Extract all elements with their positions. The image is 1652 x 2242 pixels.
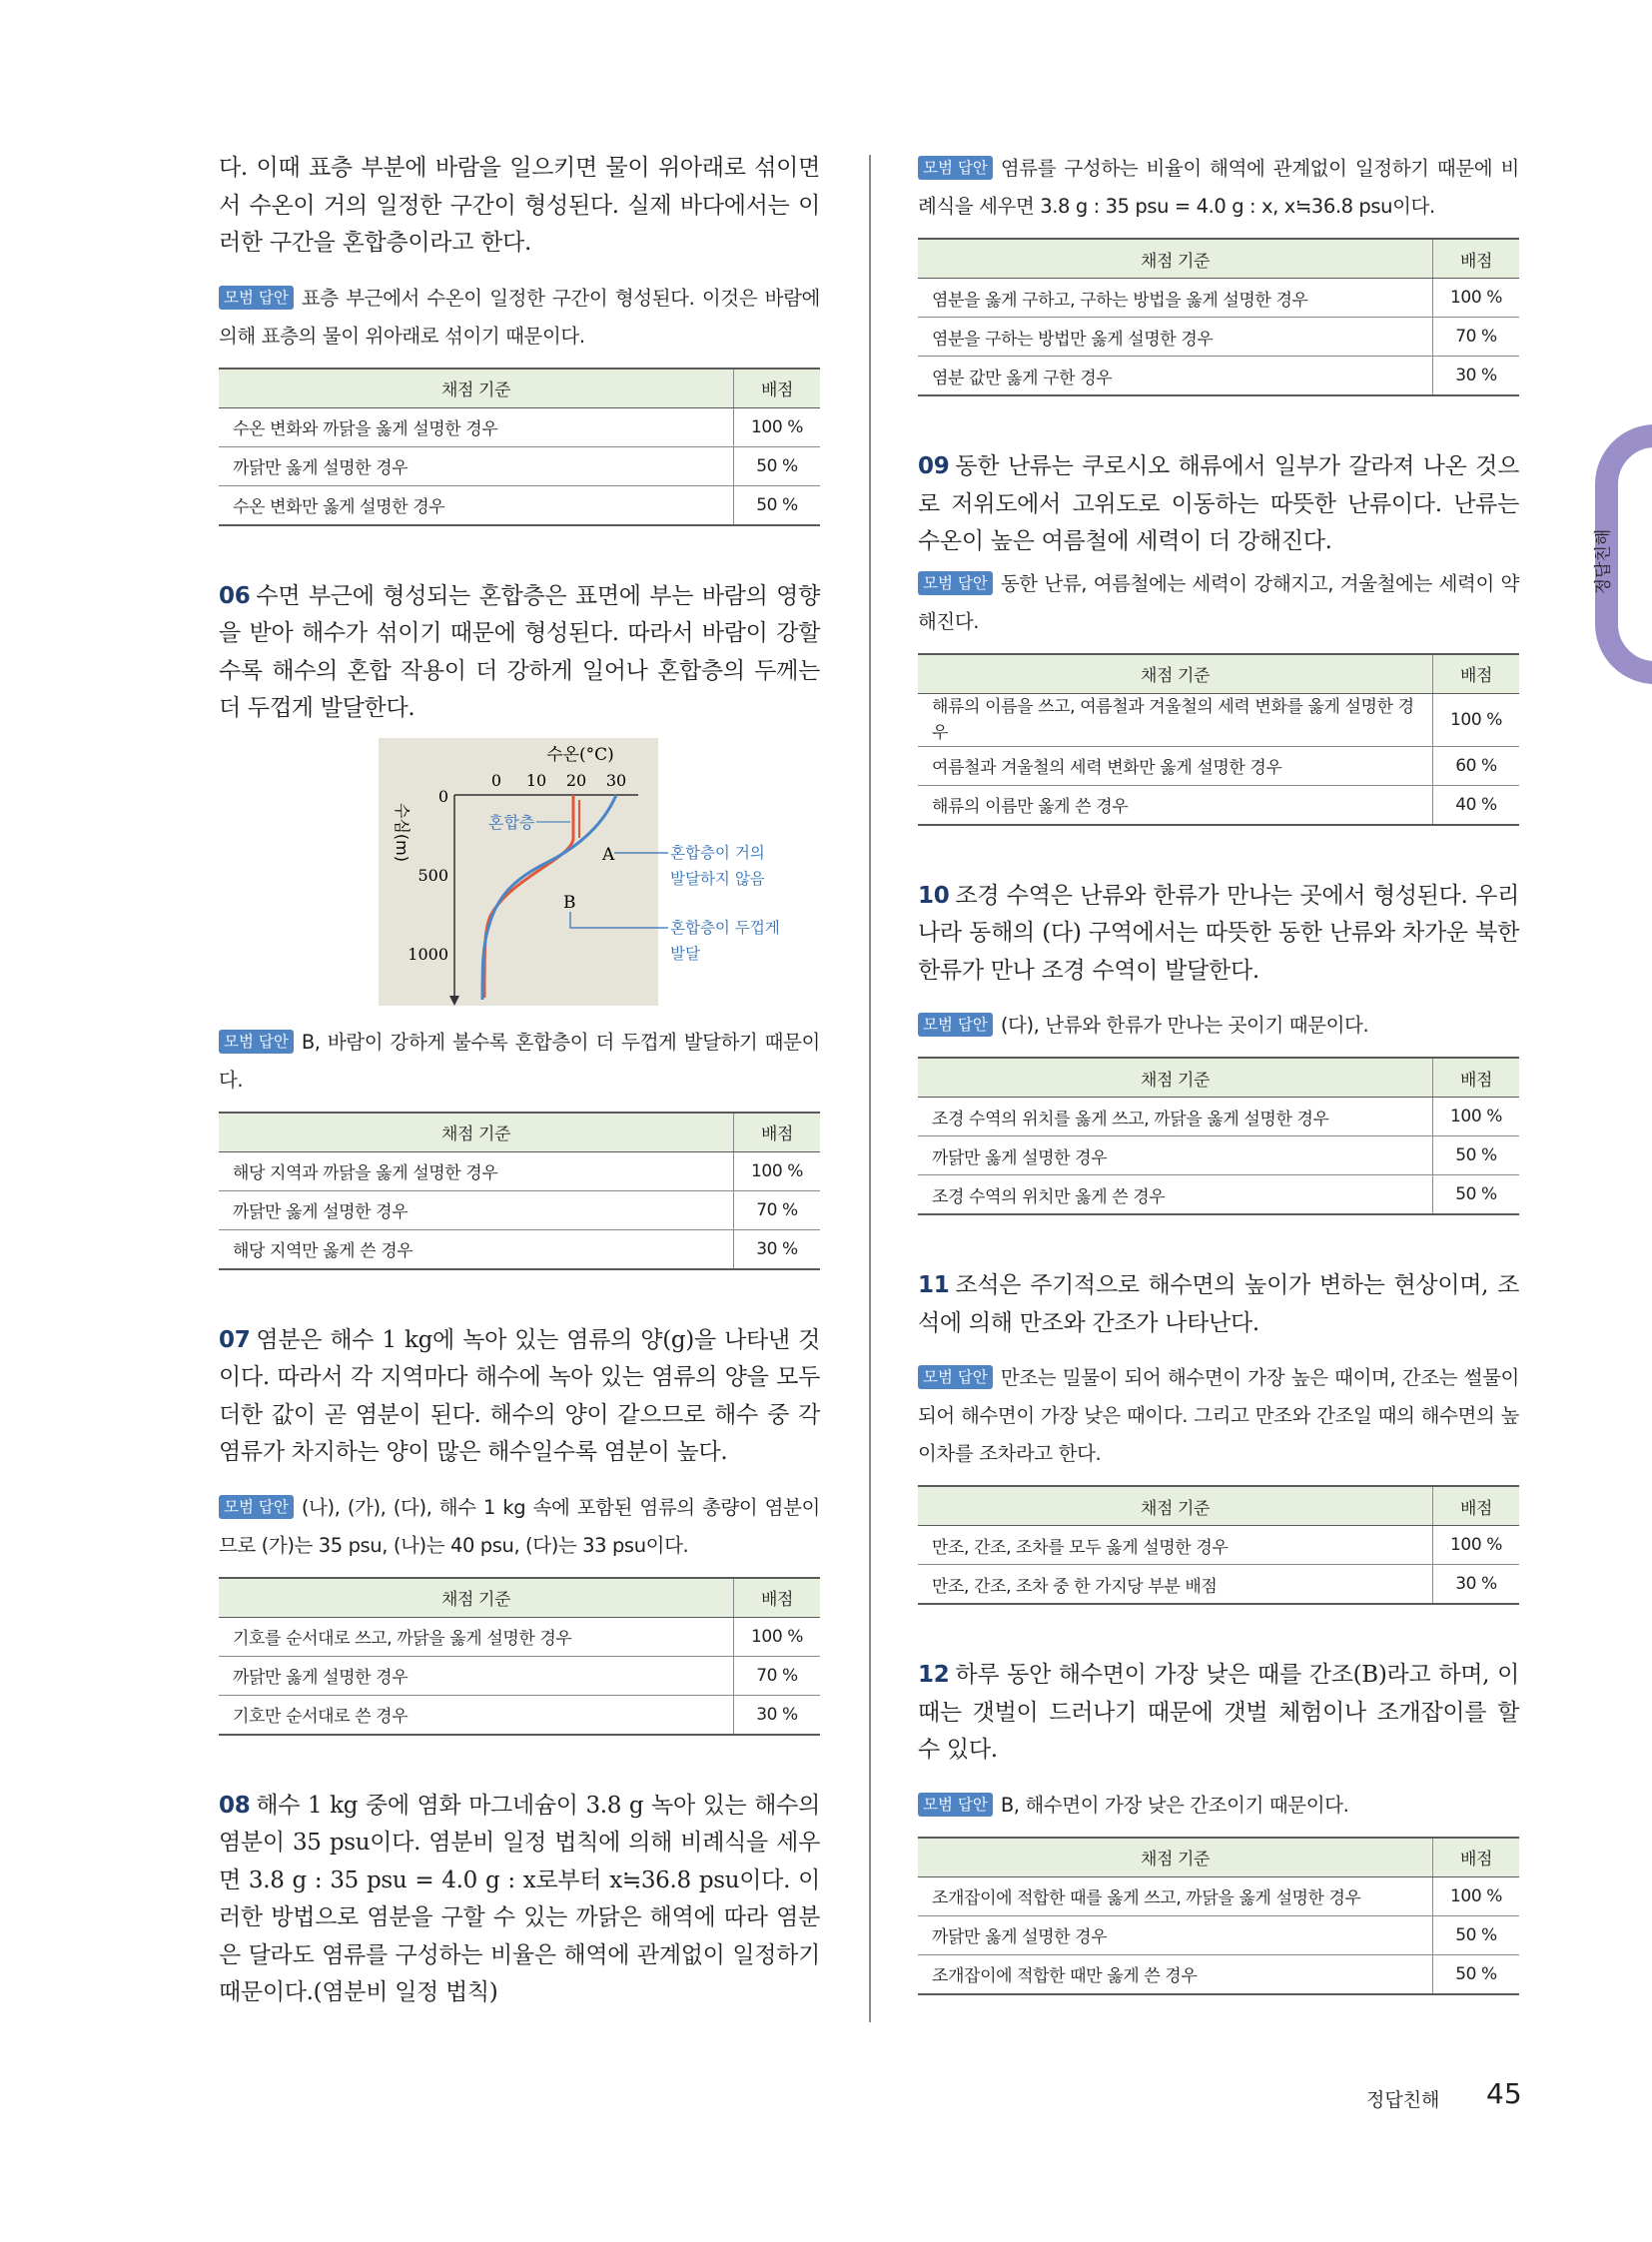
q06-scoring-table [219,1112,820,1270]
points-header: 배점 [1433,1058,1520,1098]
model-answer-badge: 모범 답안 [219,286,294,310]
table-row: 까닭만 옳게 설명한 경우 50 % [918,1915,1519,1954]
y-tick: 500 [417,865,448,885]
table-row: 수온 변화와 까닭을 옳게 설명한 경우 100 % [219,407,820,446]
model-answer-badge: 모범 답안 [918,1365,993,1389]
model-answer-badge: 모범 답안 [219,1495,294,1519]
column-divider [869,155,871,2022]
table-row: 만조, 간조, 조차를 모두 옳게 설명한 경우 100 % [918,1526,1519,1565]
q11-model-answer: 모범 답안 만조는 밀물이 되어 해수면이 가장 높은 때이며, 간조는 썰물이 되어 해수면이 가장 낮은 때이다. 그리고 만조와 간조일 때의 해수면의 높이차를 조차라고 한다. [918,1366,1519,1465]
q08-scoring-table [918,238,1519,396]
note-a-line2: 발달하지 않음 [670,869,765,888]
table-row: 해당 지역만 옳게 쓴 경우 30 % [219,1229,820,1269]
note-a-line1: 혼합층이 거의 [670,843,765,862]
label-a: A [602,844,615,865]
question-12: 12 하루 동안 해수면이 가장 낮은 때를 간조(B)라고 하며, 이때는 갯벌이 드러나기 때문에 갯벌 체험이나 조개잡이를 할 수 있다. [918,1662,1519,1763]
points-header: 배점 [734,369,821,408]
table-row: 까닭만 옳게 설명한 경우 50 % [918,1136,1519,1175]
x-tick: 10 [525,770,547,790]
q12-model-answer: 모범 답안 B, 해수면이 가장 낮은 간조이기 때문이다. [918,1787,1519,1825]
points-header: 배점 [734,1578,821,1618]
table-row: 염분 값만 옳게 구한 경우 30 % [918,357,1519,396]
question-09: 09 동한 난류는 쿠로시오 해류에서 일부가 갈라져 나온 것으로 저위도에서 고위도로 이동하는 따뜻한 난류이다. 난류는 수온이 높은 여름철에 세력이 더 강해진다. [918,453,1519,554]
table-row: 조개잡이에 적합한 때를 옳게 쓰고, 까닭을 옳게 설명한 경우 100 % [918,1876,1519,1915]
question-07: 07 염분은 해수 1 kg에 녹아 있는 염류의 양(g)을 나타낸 것이다. 따라서 각 지역마다 해수에 녹아 있는 염류의 양을 모두 더한 값이 곧 염분이 된다. 해수의 양이 같으므로 해수 중 각 염류가 차지하는 양이 많은 해수일수록 염분이 높다. [219,1326,820,1465]
right-column [918,150,1519,1995]
points-header: 배점 [1433,1838,1520,1877]
mixed-layer-figure [219,738,820,1018]
model-answer-badge: 모범 답안 [918,156,993,180]
table-row: 조경 수역의 위치만 옳게 쓴 경우 50 % [918,1175,1519,1215]
table-row: 까닭만 옳게 설명한 경우 70 % [219,1656,820,1695]
label-b: B [563,892,576,913]
points-header: 배점 [1433,654,1520,694]
y-tick: 1000 [408,944,448,964]
q07-model-answer: 모범 답안 (나), (가), (다), 해수 1 kg 속에 포함된 염류의 총량이 염분이므로 (가)는 35 psu, (나)는 40 psu, (다)는 33 psu이다. [219,1495,820,1557]
model-answer-badge: 모범 답안 [219,1030,294,1054]
q10-scoring-table [918,1057,1519,1215]
table-row: 조개잡이에 적합한 때만 옳게 쓴 경우 50 % [918,1954,1519,1994]
model-answer-badge: 모범 답안 [918,1793,993,1817]
q06-model-answer: 모범 답안 B, 바람이 강하게 불수록 혼합층이 더 두껍게 발달하기 때문이다. [219,1030,820,1092]
points-header: 배점 [1433,239,1520,279]
question-08: 08 해수 1 kg 중에 염화 마그네슘이 3.8 g 녹아 있는 해수의 염분이 35 psu이다. 염분비 일정 법칙에 의해 비례식을 세우면 3.8 g : 35 psu = 4.0 g : x로부터 x≒36.8 psu이다. 이러한 방법으로 염분을 구할 수 있는 까닭은 해역에 따라 염분은 달라도 염류를 구성하는 비율은 해역에 관계없이 일정하기 때문이다.(염분비 일정 법칙) [219,1792,820,2005]
y-tick: 0 [437,786,448,806]
intro-model-answer: 모범 답안 표층 부근에서 수온이 일정한 구간이 형성된다. 이것은 바람에 의해 표층의 물이 위아래로 섞이기 때문이다. [219,286,820,348]
table-row: 해당 지역과 까닭을 옳게 설명한 경우 100 % [219,1151,820,1190]
temperature-depth-graph [219,738,820,1018]
table-row: 조경 수역의 위치를 옳게 쓰고, 까닭을 옳게 설명한 경우 100 % [918,1098,1519,1136]
model-answer-badge: 모범 답안 [918,571,993,595]
intro-scoring-table [219,368,820,526]
intro-text: 다. 이때 표층 부분에 바람을 일으키면 물이 위아래로 섞이면서 수온이 거의 일정한 구간이 형성된다. 실제 바다에서는 이러한 구간을 혼합층이라고 한다. [219,155,820,256]
table-row: 해류의 이름을 쓰고, 여름철과 겨울철의 세력 변화를 옳게 설명한 경우 100 % [918,693,1519,746]
x-tick: 0 [490,770,502,790]
note-b-line1: 혼합층이 두껍게 [670,918,780,937]
x-tick: 20 [565,770,587,790]
table-row: 해류의 이름만 옳게 쓴 경우 40 % [918,785,1519,825]
criteria-header: 채점 기준 [918,239,1433,279]
left-column [219,150,820,2012]
criteria-header: 채점 기준 [219,369,734,408]
q10-model-answer: 모범 답안 (다), 난류와 한류가 만나는 곳이기 때문이다. [918,1007,1519,1045]
table-row: 까닭만 옳게 설명한 경우 50 % [219,446,820,485]
q08-model-answer: 모범 답안 염류를 구성하는 비율이 해역에 관계없이 일정하기 때문에 비례식을 세우면 3.8 g : 35 psu = 4.0 g : x, x≒36.8 psu이다. [918,157,1519,218]
table-row: 여름철과 겨울철의 세력 변화만 옳게 설명한 경우 60 % [918,746,1519,785]
x-axis-title: 수온(°C) [546,744,614,765]
question-10: 10 조경 수역은 난류와 한류가 만나는 곳에서 형성된다. 우리나라 동해의 (다) 구역에서는 따뜻한 동한 난류와 차가운 북한 한류가 만나 조경 수역이 발달한다. [918,882,1519,984]
points-header: 배점 [734,1113,821,1152]
criteria-header: 채점 기준 [219,1578,734,1618]
question-11: 11 조석은 주기적으로 해수면의 높이가 변하는 현상이며, 조석에 의해 만조와 간조가 나타난다. [918,1272,1519,1336]
criteria-header: 채점 기준 [918,1486,1433,1526]
criteria-header: 채점 기준 [918,654,1433,694]
table-row: 까닭만 옳게 설명한 경우 70 % [219,1190,820,1229]
q09-model-answer: 모범 답안 동한 난류, 여름철에는 세력이 강해지고, 겨울철에는 세력이 약해진다. [918,571,1519,633]
question-06: 06 수면 부근에 형성되는 혼합층은 표면에 부는 바람의 영향을 받아 해수가 섞이기 때문에 형성된다. 따라서 바람이 강할수록 해수의 혼합 작용이 더 강하게 일어나 혼합층의 두께는 더 두껍게 발달한다. [219,582,820,721]
x-tick: 30 [605,770,627,790]
q11-scoring-table [918,1485,1519,1605]
table-row: 수온 변화만 옳게 설명한 경우 50 % [219,485,820,525]
table-row: 기호를 순서대로 쓰고, 까닭을 옳게 설명한 경우 100 % [219,1617,820,1656]
q07-scoring-table [219,1577,820,1736]
table-row: 염분을 구하는 방법만 옳게 설명한 경우 70 % [918,318,1519,357]
table-row: 염분을 옳게 구하고, 구하는 방법을 옳게 설명한 경우 100 % [918,279,1519,318]
criteria-header: 채점 기준 [219,1113,734,1152]
q09-scoring-table [918,653,1519,826]
y-axis-title: 수심(m) [393,802,412,862]
table-row: 기호만 순서대로 쓴 경우 30 % [219,1695,820,1735]
criteria-header: 채점 기준 [918,1058,1433,1098]
criteria-header: 채점 기준 [918,1838,1433,1877]
side-tab-label: 정답친해 [1593,528,1614,595]
q12-scoring-table [918,1837,1519,1995]
mixed-layer-label: 혼합층 [488,812,535,832]
footer-label: 정답친해 [1366,2089,1440,2111]
model-answer-badge: 모범 답안 [918,1013,993,1037]
table-row: 만조, 간조, 조차 중 한 가지당 부분 배점 30 % [918,1565,1519,1605]
page-number: 45 [1486,2077,1522,2110]
note-b-line2: 발달 [670,944,700,963]
points-header: 배점 [1433,1486,1520,1526]
